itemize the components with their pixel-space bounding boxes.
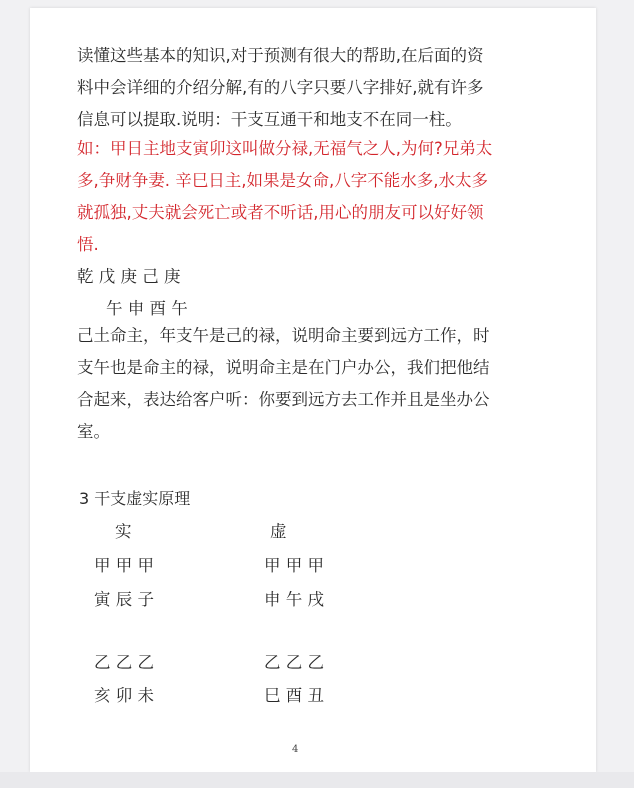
xu-branches-row-2: 巳 酉 丑 xyxy=(264,686,324,705)
shi-branches-row: 寅 辰 子 xyxy=(94,590,154,609)
shi-stems-row: 甲 甲 甲 xyxy=(94,556,154,575)
xu-branches-row: 申 午 戌 xyxy=(264,590,324,609)
xu-stems-row-2: 乙 乙 乙 xyxy=(264,653,324,672)
text-line: 料中会详细的介绍分解,有的八字只要八字排好,就有许多 xyxy=(77,78,484,97)
page-number: 4 xyxy=(292,744,299,755)
column-header-shi: 实 xyxy=(115,522,132,541)
text-line: 信息可以提取.说明：干支互通干和地支不在同一柱。 xyxy=(77,110,462,129)
intro-paragraph xyxy=(77,40,547,136)
viewer-bottom-strip xyxy=(0,772,634,788)
analysis-paragraph xyxy=(77,320,547,448)
text-line: 合起来，表达给客户听：你要到远方去工作并且是坐办公 xyxy=(77,390,490,409)
shi-branches-row-2: 亥 卯 未 xyxy=(94,686,154,705)
shi-stems-row-2: 乙 乙 乙 xyxy=(94,653,154,672)
bazi-stems-row: 乾 戊 庚 己 庚 xyxy=(77,267,181,286)
xu-stems-row: 甲 甲 甲 xyxy=(264,556,324,575)
text-line: 如：甲日主地支寅卯这叫做分禄,无福气之人,为何?兄弟太 xyxy=(77,139,493,158)
text-line: 多,争财争妻. 辛巳日主,如果是女命,八字不能水多,水太多 xyxy=(77,171,488,190)
example-paragraph-red xyxy=(77,133,547,261)
text-line: 悟. xyxy=(77,235,99,254)
section-heading: 3 干支虚实原理 xyxy=(79,489,191,508)
document-page xyxy=(30,8,596,772)
text-line: 己土命主，年支午是己的禄，说明命主要到远方工作，时 xyxy=(77,326,490,345)
bazi-branches-row: 午 申 酉 午 xyxy=(106,299,188,318)
text-line: 就孤独,丈夫就会死亡或者不听话,用心的朋友可以好好领 xyxy=(77,203,484,222)
text-line: 室。 xyxy=(77,422,110,441)
text-line: 读懂这些基本的知识,对于预测有很大的帮助,在后面的资 xyxy=(77,46,484,65)
column-header-xu: 虚 xyxy=(270,522,287,541)
text-line: 支午也是命主的禄，说明命主是在门户办公，我们把他结 xyxy=(77,358,490,377)
